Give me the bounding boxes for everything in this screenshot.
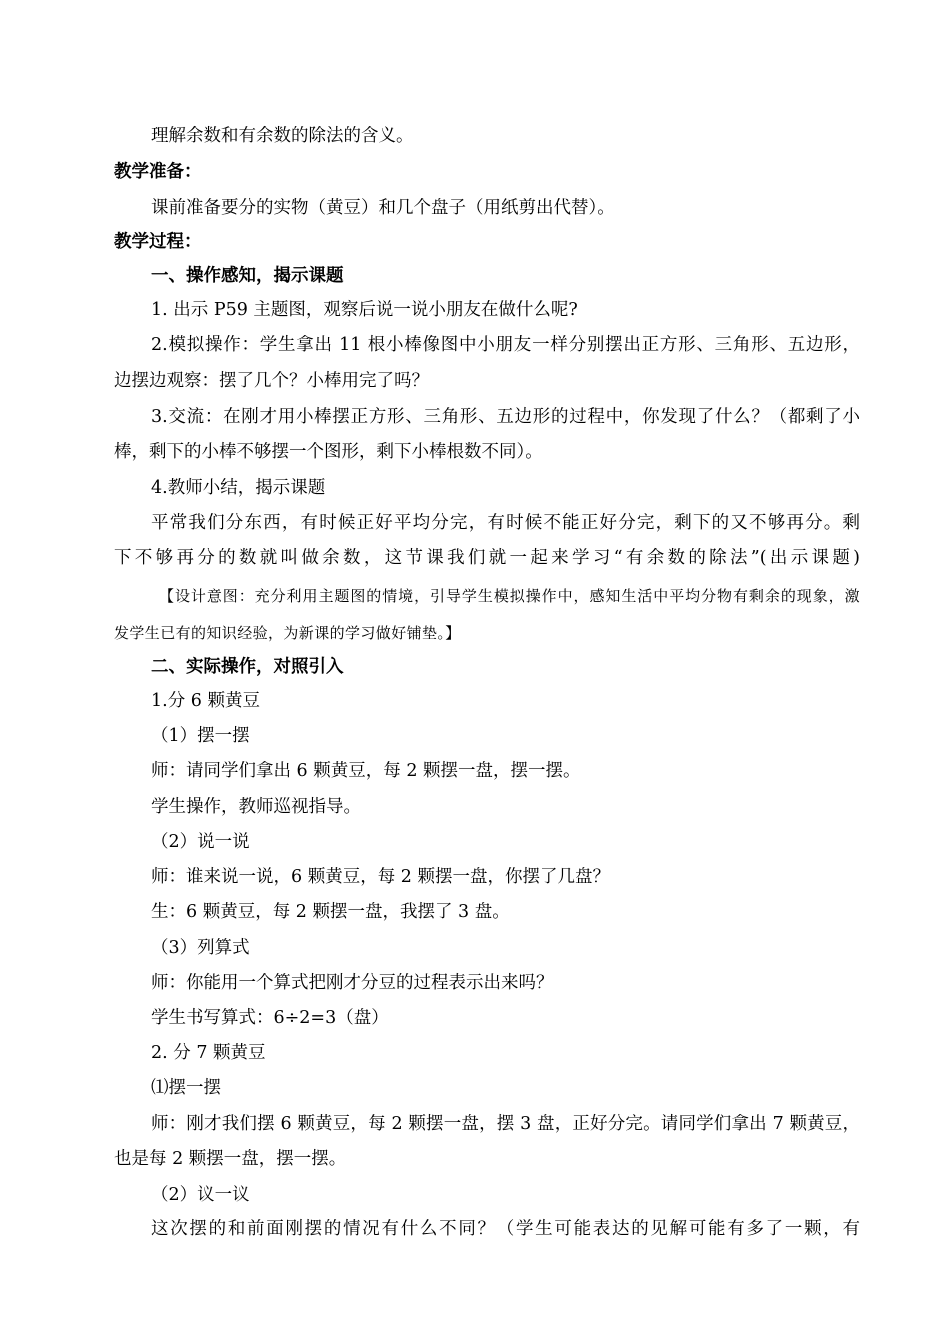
design-intent-note: 发学生已有的知识经验，为新课的学习做好铺垫。】 xyxy=(114,624,461,642)
text-line: 师：你能用一个算式把刚才分豆的过程表示出来吗？ xyxy=(151,973,554,993)
text-line: （3）列算式 xyxy=(151,938,250,958)
text-line: 棒，剩下的小棒不够摆一个图形，剩下小棒根数不同）。 xyxy=(114,442,543,462)
text-line: 2. 分 7 颗黄豆 xyxy=(151,1043,266,1063)
section-heading-1: 一、操作感知，揭示课题 xyxy=(151,266,344,286)
section-heading-2: 二、实际操作，对照引入 xyxy=(151,657,344,677)
text-line: 边摆边观察：摆了几个？小棒用完了吗？ xyxy=(114,371,429,391)
heading-process: 教学过程： xyxy=(114,232,202,252)
text-line: 平常我们分东西，有时候正好平均分完，有时候不能正好分完，剩下的又不够再分。剩 xyxy=(151,513,860,533)
text-line: ⑴摆一摆 xyxy=(151,1078,221,1098)
text-line: 这次摆的和前面刚摆的情况有什么不同？（学生可能表达的见解可能有多了一颗，有 xyxy=(151,1219,860,1239)
text-line: 4.教师小结，揭示课题 xyxy=(151,478,326,498)
text-line: （2）议一议 xyxy=(151,1185,250,1205)
text-line: 师：请同学们拿出 6 颗黄豆，每 2 颗摆一盘，摆一摆。 xyxy=(151,761,581,781)
text-line: 师：刚才我们摆 6 颗黄豆，每 2 颗摆一盘，摆 3 盘，正好分完。请同学们拿出 7 颗黄豆， xyxy=(151,1114,860,1134)
text-line: 2.模拟操作：学生拿出 11 根小棒像图中小朋友一样分别摆出正方形、三角形、五边形， xyxy=(151,335,860,355)
text-line: 生：6 颗黄豆，每 2 颗摆一盘，我摆了 3 盘。 xyxy=(151,902,510,922)
text-line: 1.分 6 颗黄豆 xyxy=(151,691,260,711)
text-line: 下不够再分的数就叫做余数，这节课我们就一起来学习“有余数的除法”(出示课题) xyxy=(114,548,860,568)
text-line: 学生书写算式：6÷2=3（盘） xyxy=(151,1008,389,1028)
text-line: 也是每 2 颗摆一盘，摆一摆。 xyxy=(114,1149,347,1169)
text-line-preparation: 课前准备要分的实物（黄豆）和几个盘子（用纸剪出代替）。 xyxy=(151,198,615,218)
design-intent-note: 【设计意图：充分利用主题图的情境，引导学生模拟操作中，感知生活中平均分物有剩余的现象，激 xyxy=(159,587,860,605)
heading-preparation: 教学准备： xyxy=(114,162,202,182)
text-line: 3.交流：在刚才用小棒摆正方形、三角形、五边形的过程中，你发现了什么？（都剩了小 xyxy=(151,407,860,427)
text-line-objective: 理解余数和有余数的除法的含义。 xyxy=(151,126,414,146)
text-line: 1. 出示 P59 主题图，观察后说一说小朋友在做什么呢? xyxy=(151,300,578,320)
text-line: （2）说一说 xyxy=(151,832,250,852)
text-line: 学生操作，教师巡视指导。 xyxy=(151,797,361,817)
text-line: （1）摆一摆 xyxy=(151,726,250,746)
text-line: 师：谁来说一说，6 颗黄豆，每 2 颗摆一盘，你摆了几盘？ xyxy=(151,867,610,887)
